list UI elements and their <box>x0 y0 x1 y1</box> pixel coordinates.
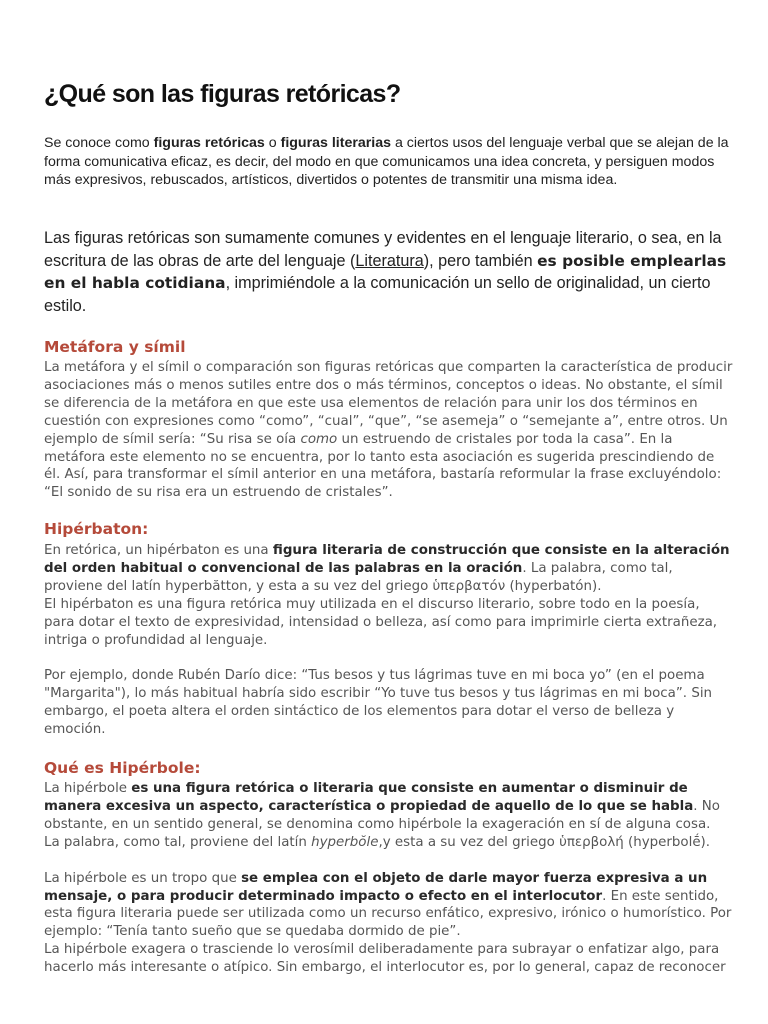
italic-word: hyperbŏle <box>311 834 379 850</box>
text: , imprimiéndole a la comunicación un sello de originalidad, un cierto estilo. <box>44 274 711 315</box>
bold-term: figuras literarias <box>280 135 391 151</box>
page-title: ¿Qué son las figuras retóricas? <box>44 80 401 108</box>
text: La hipérbole es un tropo que <box>44 870 242 886</box>
text: Se conoce como <box>44 135 154 151</box>
bold-term: figuras retóricas <box>153 135 265 151</box>
text: a ciertos usos del lenguaje verbal que se alejan de la forma comunicativa eficaz, es decir, del modo en que comunicamos una idea concreta, y persiguen modos más expresivos, rebuscados, artísticos, divertidos o potentes de transmitir una misma idea. <box>44 135 729 188</box>
heading-hiperbaton: Hipérbaton: <box>44 520 149 538</box>
italic-word: como <box>300 431 338 447</box>
heading-metafora: Metáfora y símil <box>44 338 186 356</box>
hiperbaton-section <box>44 542 734 739</box>
text: o <box>264 135 281 151</box>
text: ,y esta a su vez del griego ὑπερβολή (hyperbolḗ). <box>378 834 711 850</box>
text: La palabra, como tal, proviene del latín <box>44 834 312 850</box>
text: Las figuras retóricas son sumamente comunes y evidentes en el lenguaje literario, o sea, en la escritura de las obras de arte del lenguaje ( <box>44 229 722 270</box>
text: En retórica, un hipérbaton es una <box>44 543 273 558</box>
metafora-paragraph <box>44 359 734 502</box>
text: un estruendo de cristales por toda la casa”. En la metáfora este elemento no se encuentra, por lo tanto esta asociación es sugerida prescindiendo de él. Así, para transformar el símil anterior en una metáfora, bastaría reformular la frase excluyéndolo: “El sonido de su risa era un estruendo de cristales”. <box>44 431 722 501</box>
text: . En este sentido, esta figura literaria puede ser utilizada como un recurso enfático, expresivo, irónico o humorístico. Por ejemplo: “Tenía tanto sueño que se quedaba dormido de pie”. <box>44 888 732 940</box>
hiperbole-paragraph-2 <box>44 834 734 852</box>
text: La metáfora y el símil o comparación son figuras retóricas que comparten la característica de producir asociaciones más o menos sutiles entre dos o más términos, conceptos o ideas. No obstante, el símil se diferencia de la metáfora en que este usa elementos de relación para unir los dos términos en cuestión con expresiones como “como”, “cual”, “que”, “se asemeja” o “semejante a”, entre otros. Un ejemplo de símil sería: “Su risa se oía <box>44 360 733 447</box>
hiperbaton-paragraph-1 <box>44 542 734 596</box>
intro-paragraph-1 <box>44 134 734 190</box>
text: . No obstante, en un sentido general, se denomina como hipérbole la exageración en sí de alguna cosa. <box>44 798 720 832</box>
hiperbole-paragraph-1 <box>44 780 734 834</box>
hiperbole-paragraph-4: La hipérbole exagera o trasciende lo verosímil deliberadamente para subrayar o enfatizar algo, para hacerlo más interesante o atípico. Sin embargo, el interlocutor es, por lo general, capaz de reconocer <box>44 942 726 976</box>
hiperbole-section <box>44 780 734 977</box>
intro-paragraph-2 <box>44 227 734 317</box>
text: ), pero también <box>423 251 538 270</box>
hiperbaton-paragraph-3: Por ejemplo, donde Rubén Darío dice: “Tus besos y tus lágrimas tuve en mi boca yo” (en el poema "Margarita"), lo más habitual habría sido escribir “Yo tuve tus besos y tus lágrimas en mi boca”. Sin embargo, el poeta altera el orden sintáctico de los elementos para dotar el verso de belleza y emoción. <box>44 668 713 738</box>
bold-phrase: figura literaria de construcción que consiste en la alteración del orden habitual o convencional de las palabras en la oración <box>44 543 730 576</box>
hiperbole-paragraph-3 <box>44 870 734 942</box>
heading-hiperbole: Qué es Hipérbole: <box>44 759 201 777</box>
bold-phrase: es posible emplearlas en el habla cotidiana <box>44 251 727 292</box>
text: La hipérbole <box>44 781 132 796</box>
literatura-link[interactable]: Literatura <box>355 251 424 270</box>
text: . La palabra, como tal, proviene del latín hyperbătton, y esta a su vez del griego ὑπερβατόν (hyperbatón). <box>44 560 673 594</box>
spacer <box>44 852 734 870</box>
bold-phrase: es una figura retórica o literaria que consiste en aumentar o disminuir de manera excesiva un aspecto, característica o propiedad de aquello de lo que se habla <box>44 781 694 814</box>
hiperbaton-paragraph-2: El hipérbaton es una figura retórica muy utilizada en el discurso literario, sobre todo en la poesía, para dotar el texto de expresividad, intensidad o belleza, así como para imprimirle cierta extrañeza, intriga o profundidad al lenguaje. <box>44 596 718 648</box>
bold-phrase: se emplea con el objeto de darle mayor fuerza expresiva a un mensaje, o para producir determinado impacto o efecto en el interlocutor <box>44 870 708 904</box>
spacer <box>44 649 734 667</box>
